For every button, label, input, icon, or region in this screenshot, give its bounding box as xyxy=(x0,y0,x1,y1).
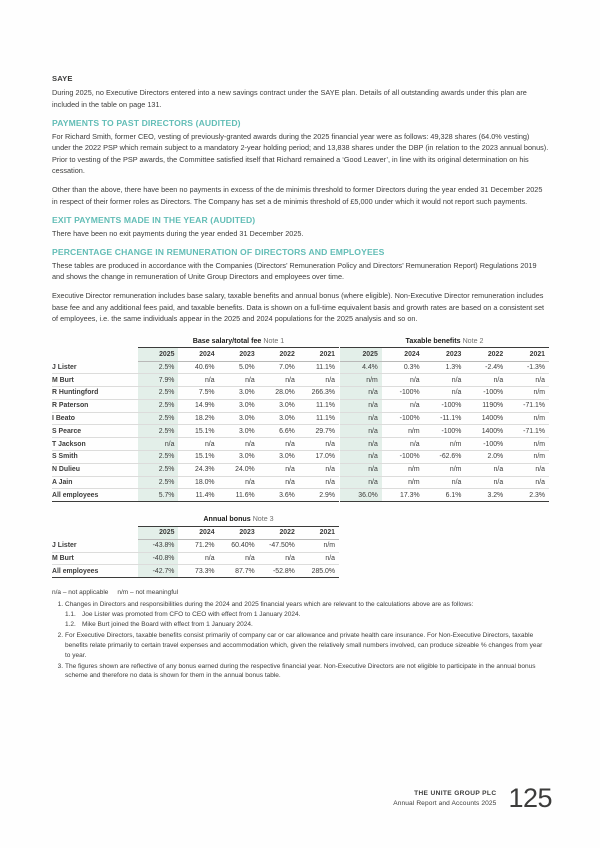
col-header-blank xyxy=(52,526,138,539)
table-cell: 15.1% xyxy=(178,425,218,438)
table-cell: n/a xyxy=(299,374,339,387)
col-header-year: 2025 xyxy=(138,526,178,539)
exit-payments-paragraph: There have been no exit payments during the year ended 31 December 2025. xyxy=(52,228,304,238)
col-header-year: 2023 xyxy=(219,348,259,361)
table-annual-bonus xyxy=(52,515,339,578)
caption-note: Note 2 xyxy=(462,336,484,345)
table-row xyxy=(52,438,339,451)
caption-text: Base salary/total fee xyxy=(192,336,262,345)
table-base-salary-body xyxy=(52,361,339,502)
table-row xyxy=(52,489,339,502)
col-header-blank xyxy=(52,348,138,361)
table-cell: 36.0% xyxy=(340,489,382,502)
table-cell: 11.4% xyxy=(178,489,218,502)
table-cell: n/a xyxy=(259,463,299,476)
table-annual-bonus-body xyxy=(52,539,339,577)
table-row xyxy=(52,450,339,463)
table-cell: 3.0% xyxy=(259,399,299,412)
table-cell: 3.2% xyxy=(465,489,507,502)
caption-note: Note 1 xyxy=(263,336,285,345)
table-cell: n/a xyxy=(465,463,507,476)
footnote-subitem xyxy=(65,610,549,620)
table-row xyxy=(52,552,339,565)
table-cell: n/a xyxy=(299,438,339,451)
table-cell: n/m xyxy=(507,450,549,463)
footnote-text: The figures shown are reflective of any bonus earned during the respective financial year. Non-Executive Directors are not eligible to participate in the annual bonus scheme and therefore no data is shown for them in the annual bonus table. xyxy=(65,662,536,680)
table-row xyxy=(52,463,339,476)
row-label: S Smith xyxy=(52,450,138,463)
col-header-year: 2025 xyxy=(340,348,382,361)
table-cell: n/a xyxy=(382,374,424,387)
table-cell: n/m xyxy=(340,374,382,387)
table-cell: -100% xyxy=(424,425,466,438)
table-cell: 6.6% xyxy=(259,425,299,438)
col-header-year: 2021 xyxy=(299,348,339,361)
table-cell: n/a xyxy=(340,438,382,451)
col-header-year: 2023 xyxy=(424,348,466,361)
table-cell: n/a xyxy=(465,476,507,489)
row-label: J Lister xyxy=(52,361,138,374)
table-cell: 3.0% xyxy=(259,412,299,425)
row-label: N Dulieu xyxy=(52,463,138,476)
table-row xyxy=(52,374,339,387)
table-row xyxy=(340,399,549,412)
table-cell: n/a xyxy=(507,476,549,489)
table-base-salary xyxy=(52,337,339,502)
table-cell: n/m xyxy=(382,463,424,476)
table-cell: 11.6% xyxy=(219,489,259,502)
table-cell: 18.0% xyxy=(178,476,218,489)
past-directors-paragraph-1: For Richard Smith, former CEO, vesting of previously-granted awards during the 2025 financial year were as follows: 49,328 shares (64.0% vesting) under the 2022 PSP which remain subject to a mandatory 2-year holding period; and 13,838 shares under the DBP (in relation to the 2023 annual bonus). Prior to vesting of the PSP awards, the Committee satisfied itself that Richard remained a ‘Good Leaver’, in line with its original determination on his cessation. xyxy=(52,131,549,176)
table-header-row xyxy=(340,348,549,361)
row-label: R Huntingford xyxy=(52,387,138,400)
table-cell: -11.1% xyxy=(424,412,466,425)
table-cell: n/a xyxy=(507,374,549,387)
table-row xyxy=(52,412,339,425)
table-taxable-benefits xyxy=(340,337,549,502)
table-cell: 73.3% xyxy=(178,565,218,578)
table-cell: 71.2% xyxy=(178,539,218,552)
row-label: J Lister xyxy=(52,539,138,552)
table-cell: n/a xyxy=(219,438,259,451)
table-cell: n/a xyxy=(424,374,466,387)
table-cell: 1400% xyxy=(465,425,507,438)
table-cell: 60.40% xyxy=(219,539,259,552)
row-label: R Paterson xyxy=(52,399,138,412)
row-label: M Burt xyxy=(52,552,138,565)
table-cell: 24.3% xyxy=(178,463,218,476)
page-content xyxy=(52,74,549,682)
table-cell: n/a xyxy=(340,412,382,425)
table-cell: n/m xyxy=(299,539,339,552)
table-cell: 266.3% xyxy=(299,387,339,400)
table-cell: n/a xyxy=(138,438,178,451)
table-cell: -47.50% xyxy=(259,539,299,552)
table-cell: -100% xyxy=(424,399,466,412)
col-header-year: 2022 xyxy=(259,348,299,361)
table-cell: -71.1% xyxy=(507,425,549,438)
row-label: A Jain xyxy=(52,476,138,489)
table-cell: 3.0% xyxy=(259,450,299,463)
table-cell: 3.0% xyxy=(219,450,259,463)
footnote-number: 2. xyxy=(57,632,63,640)
row-label: S Pearce xyxy=(52,425,138,438)
table-row xyxy=(52,425,339,438)
table-cell: n/a xyxy=(340,476,382,489)
table-cell: 5.0% xyxy=(219,361,259,374)
table-cell: n/a xyxy=(340,387,382,400)
table-cell: 18.2% xyxy=(178,412,218,425)
table-cell: 87.7% xyxy=(219,565,259,578)
table-cell: n/m xyxy=(507,387,549,400)
table-cell: 2.5% xyxy=(138,412,178,425)
table-cell: 2.5% xyxy=(138,476,178,489)
table-cell: n/a xyxy=(178,552,218,565)
footnote-number: 3. xyxy=(57,662,63,670)
page-footer xyxy=(393,785,552,812)
table-cell: 15.1% xyxy=(178,450,218,463)
table-cell: n/a xyxy=(299,463,339,476)
footnote-text: Changes in Directors and responsibilities during the 2024 and 2025 financial years which are relevant to the calculations above are as follows: xyxy=(65,601,474,609)
table-cell: 40.6% xyxy=(178,361,218,374)
col-header-year: 2021 xyxy=(299,526,339,539)
table-cell: n/a xyxy=(424,476,466,489)
footnote-item xyxy=(52,631,549,660)
footnote-item xyxy=(52,600,549,630)
table-cell: n/a xyxy=(259,374,299,387)
table-cell: n/a xyxy=(299,476,339,489)
table-cell: 3.0% xyxy=(219,399,259,412)
col-header-year: 2024 xyxy=(178,348,218,361)
caption-note: Note 3 xyxy=(252,515,274,524)
table-cell: -40.8% xyxy=(138,552,178,565)
table-header-row xyxy=(52,348,339,361)
footnote-subtext: Mike Burt joined the Board with effect from 1 January 2024. xyxy=(82,621,253,629)
table-cell: -52.8% xyxy=(259,565,299,578)
footnote-number: 1. xyxy=(57,601,63,609)
row-label: M Burt xyxy=(52,374,138,387)
footer-text xyxy=(393,789,496,812)
table-row xyxy=(52,539,339,552)
table-cell: 3.0% xyxy=(219,425,259,438)
table-cell: 0.3% xyxy=(382,361,424,374)
table-cell: n/m xyxy=(424,463,466,476)
table-cell: n/a xyxy=(219,374,259,387)
table-row xyxy=(340,489,549,502)
table-row xyxy=(52,361,339,374)
footnote-key xyxy=(52,589,549,596)
table-cell: 14.9% xyxy=(178,399,218,412)
col-header-year: 2021 xyxy=(507,348,549,361)
table-cell: -100% xyxy=(382,412,424,425)
table-cell: 2.5% xyxy=(138,361,178,374)
col-header-year: 2022 xyxy=(259,526,299,539)
pct-change-paragraph-1: These tables are produced in accordance with the Companies (Directors’ Remuneration Policy and Directors’ Remuneration Report) Regulations 2019 and shows the change in remuneration of Unite Group Directors and employees over time. xyxy=(52,260,537,282)
table-cell: 2.5% xyxy=(138,463,178,476)
tables-row xyxy=(52,337,549,502)
caption-text: Annual bonus xyxy=(203,515,251,524)
footer-report-title: Annual Report and Accounts 2025 xyxy=(393,800,497,807)
table-cell: -62.6% xyxy=(424,450,466,463)
table-cell: 24.0% xyxy=(219,463,259,476)
heading-exit-payments: EXIT PAYMENTS MADE IN THE YEAR (AUDITED) xyxy=(52,215,256,226)
footnote-key-na: n/a – not applicable xyxy=(52,589,109,597)
table-row xyxy=(340,476,549,489)
col-header-year: 2024 xyxy=(382,348,424,361)
table-cell: n/a xyxy=(382,438,424,451)
table-cell: 11.1% xyxy=(299,412,339,425)
table-cell: 11.1% xyxy=(299,361,339,374)
footnote-text: For Executive Directors, taxable benefits consist primarily of company car or car allowance and private health care insurance. For Non-Executive Directors, taxable benefits relate primarily to certain travel expenses and accommodation which, given the relatively small numbers involved, can produce sizeable % changes from year to year. xyxy=(65,632,543,659)
row-label: T Jackson xyxy=(52,438,138,451)
footnote-item xyxy=(52,662,549,681)
table-cell: 1400% xyxy=(465,412,507,425)
table-row xyxy=(340,361,549,374)
table-cell: 3.0% xyxy=(219,387,259,400)
table-cell: n/a xyxy=(299,552,339,565)
caption-text: Taxable benefits xyxy=(405,336,461,345)
pct-change-paragraph-2: Executive Director remuneration includes base salary, taxable benefits and annual bonus (where eligible). Non-Executive Director remuneration includes base fee and any additional fees paid, and taxable benefits. Data is shown on a full-time equivalent basis and growth rates are based on a consistent set of employees, i.e. the same individuals appear in the 2025 and 2024 populations for the 2025 analysis and so on. xyxy=(52,291,545,324)
table-cell: 3.6% xyxy=(259,489,299,502)
table-cell: 29.7% xyxy=(299,425,339,438)
table-cell: -71.1% xyxy=(507,399,549,412)
table-cell: 2.5% xyxy=(138,450,178,463)
table-cell: 7.5% xyxy=(178,387,218,400)
table-cell: 2.9% xyxy=(299,489,339,502)
table-base-salary-caption xyxy=(52,337,339,348)
table-cell: n/a xyxy=(382,399,424,412)
table-cell: 11.1% xyxy=(299,399,339,412)
footnote-subnumber: 1.2. xyxy=(65,621,76,629)
table-cell: 7.9% xyxy=(138,374,178,387)
saye-paragraph: During 2025, no Executive Directors entered into a new savings contract under the SAYE plan. Details of all outstanding awards under this plan are included in the table on page 131. xyxy=(52,88,527,109)
table-cell: 2.5% xyxy=(138,399,178,412)
table-cell: n/a xyxy=(507,463,549,476)
heading-percentage-change: PERCENTAGE CHANGE IN REMUNERATION OF DIRECTORS AND EMPLOYEES xyxy=(52,247,385,258)
table-taxable-benefits-caption xyxy=(340,337,549,348)
table-row xyxy=(52,476,339,489)
table-cell: -1.3% xyxy=(507,361,549,374)
table-cell: n/a xyxy=(259,438,299,451)
col-header-year: 2025 xyxy=(138,348,178,361)
table-row xyxy=(340,463,549,476)
table-cell: -43.8% xyxy=(138,539,178,552)
footnote-key-nm: n/m – not meaningful xyxy=(117,589,179,597)
table-cell: n/m xyxy=(382,476,424,489)
table-row xyxy=(340,450,549,463)
row-label: All employees xyxy=(52,565,138,578)
table-row xyxy=(52,565,339,578)
table-annual-bonus-wrap xyxy=(52,515,549,578)
table-cell: 1.3% xyxy=(424,361,466,374)
table-cell: n/a xyxy=(340,450,382,463)
table-row xyxy=(340,438,549,451)
table-taxable-benefits-body xyxy=(340,361,549,502)
table-cell: -100% xyxy=(465,387,507,400)
heading-payments-to-past-directors: PAYMENTS TO PAST DIRECTORS (AUDITED) xyxy=(52,118,241,129)
table-header-row xyxy=(52,526,339,539)
table-cell: n/a xyxy=(259,476,299,489)
footer-company-name: THE UNITE GROUP PLC xyxy=(414,790,497,797)
footnote-subitem xyxy=(65,620,549,630)
table-cell: 285.0% xyxy=(299,565,339,578)
table-cell: 1190% xyxy=(465,399,507,412)
table-cell: 7.0% xyxy=(259,361,299,374)
row-label: I Beato xyxy=(52,412,138,425)
table-cell: 17.3% xyxy=(382,489,424,502)
table-row xyxy=(340,425,549,438)
table-cell: n/a xyxy=(424,387,466,400)
section-title-saye: SAYE xyxy=(52,74,73,83)
table-cell: -2.4% xyxy=(465,361,507,374)
table-cell: n/a xyxy=(340,463,382,476)
table-annual-bonus-caption xyxy=(52,515,339,526)
table-cell: n/a xyxy=(219,476,259,489)
table-cell: 2.3% xyxy=(507,489,549,502)
table-row xyxy=(52,387,339,400)
footnote-subtext: Joe Lister was promoted from CFO to CEO with effect from 1 January 2024. xyxy=(82,611,301,619)
table-cell: n/a xyxy=(219,552,259,565)
table-row xyxy=(340,374,549,387)
table-cell: n/a xyxy=(178,374,218,387)
footnote-list xyxy=(52,600,549,681)
table-row xyxy=(340,387,549,400)
footnote-subnumber: 1.1. xyxy=(65,611,76,619)
table-cell: -100% xyxy=(382,450,424,463)
table-cell: 5.7% xyxy=(138,489,178,502)
table-cell: 2.5% xyxy=(138,425,178,438)
table-cell: n/a xyxy=(259,552,299,565)
table-cell: 2.5% xyxy=(138,387,178,400)
table-row xyxy=(340,412,549,425)
table-cell: 28.0% xyxy=(259,387,299,400)
table-cell: n/m xyxy=(507,438,549,451)
table-cell: -42.7% xyxy=(138,565,178,578)
col-header-year: 2024 xyxy=(178,526,218,539)
table-cell: n/m xyxy=(382,425,424,438)
col-header-year: 2022 xyxy=(465,348,507,361)
page-number: 125 xyxy=(508,783,552,813)
table-cell: 3.0% xyxy=(219,412,259,425)
table-cell: -100% xyxy=(465,438,507,451)
past-directors-paragraph-2: Other than the above, there have been no payments in excess of the de minimis threshold to former Directors during the year ended 31 December 2025 in respect of their former roles as Directors. The Company has set a de minimis threshold of £5,000 under which it would not report such payments. xyxy=(52,185,543,206)
table-cell: n/a xyxy=(178,438,218,451)
table-cell: n/m xyxy=(424,438,466,451)
table-cell: 6.1% xyxy=(424,489,466,502)
col-header-year: 2023 xyxy=(219,526,259,539)
table-cell: n/a xyxy=(340,425,382,438)
table-cell: n/a xyxy=(465,374,507,387)
table-cell: 4.4% xyxy=(340,361,382,374)
table-cell: n/a xyxy=(340,399,382,412)
table-row xyxy=(52,399,339,412)
table-cell: 17.0% xyxy=(299,450,339,463)
row-label: All employees xyxy=(52,489,138,502)
table-cell: n/m xyxy=(507,412,549,425)
table-cell: 2.0% xyxy=(465,450,507,463)
table-cell: -100% xyxy=(382,387,424,400)
